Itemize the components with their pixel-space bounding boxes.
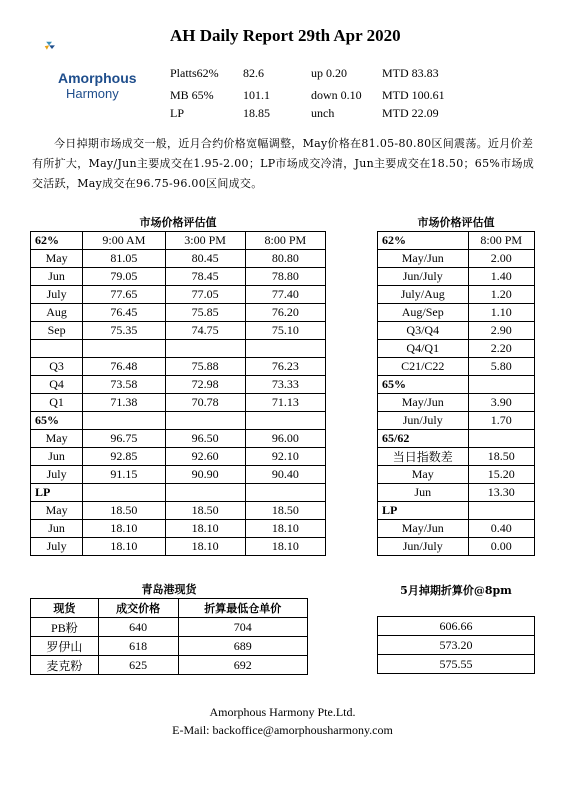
table-cell: May/Jun (378, 250, 469, 268)
table-cell (468, 376, 534, 394)
summary-name: Platts62% (170, 66, 219, 80)
table-cell: 73.33 (245, 376, 325, 394)
table-row (31, 304, 326, 322)
table-cell: C21/C22 (378, 358, 469, 376)
table-cell: 2.00 (468, 250, 534, 268)
table-row (378, 286, 535, 304)
table-cell: 80.45 (165, 250, 245, 268)
table-cell: Q3/Q4 (378, 322, 469, 340)
footer-email: E-Mail: backoffice@amorphousharmony.com (172, 723, 393, 737)
table-cell: 麦克粉 (31, 656, 99, 675)
table-cell: 77.40 (245, 286, 325, 304)
summary-value: 18.85 (243, 106, 270, 120)
footer-company: Amorphous Harmony Pte.Ltd. (209, 705, 356, 719)
header-cell: 成交价格 (98, 599, 178, 618)
company-logo-icon (44, 38, 84, 68)
swap-value-cell: 575.55 (378, 655, 535, 674)
table-cell: 75.88 (165, 358, 245, 376)
swap-value-cell: 606.66 (378, 617, 535, 636)
header-cell: 9:00 AM (83, 232, 165, 250)
table-row (378, 484, 535, 502)
table-cell: 81.05 (83, 250, 165, 268)
table-cell: Jun (31, 520, 83, 538)
table-row (378, 340, 535, 358)
table-cell: LP (31, 484, 83, 502)
table-cell: 0.40 (468, 520, 534, 538)
table-cell: Q4/Q1 (378, 340, 469, 358)
table-cell: 692 (178, 656, 307, 675)
table-cell: Aug/Sep (378, 304, 469, 322)
table-cell: Q1 (31, 394, 83, 412)
summary-mtd: MTD 83.83 (382, 66, 439, 80)
table-cell: May (31, 502, 83, 520)
spread-assessment-table (377, 231, 535, 556)
table-row (378, 376, 535, 394)
table-row (378, 502, 535, 520)
table-cell: 18.10 (245, 520, 325, 538)
table-row (378, 430, 535, 448)
table-cell: 77.65 (83, 286, 165, 304)
table-cell (245, 340, 325, 358)
table-cell: 18.10 (83, 538, 165, 556)
table-cell: 罗伊山 (31, 637, 99, 656)
table-cell: 75.35 (83, 322, 165, 340)
table-cell (165, 412, 245, 430)
table-cell: 78.80 (245, 268, 325, 286)
table-cell: Jun (378, 484, 469, 502)
table-row (31, 394, 326, 412)
table-cell: Jun/July (378, 268, 469, 286)
table-cell: 1.40 (468, 268, 534, 286)
table-row (378, 520, 535, 538)
summary-mtd: MTD 22.09 (382, 106, 439, 120)
table-cell: May (31, 430, 83, 448)
table-row (378, 655, 535, 674)
table-cell: 0.00 (468, 538, 534, 556)
table-cell: 2.90 (468, 322, 534, 340)
table-cell: May (378, 466, 469, 484)
table-cell (468, 430, 534, 448)
table-row (31, 268, 326, 286)
summary-name: MB 65% (170, 88, 214, 102)
price-assessment-table (30, 231, 326, 556)
table-cell: 96.00 (245, 430, 325, 448)
table-row (378, 466, 535, 484)
table-cell: 71.13 (245, 394, 325, 412)
table-cell: 71.38 (83, 394, 165, 412)
table-row (378, 394, 535, 412)
right-section-title: 市场价格评估值 (417, 216, 495, 229)
table-cell: Aug (31, 304, 83, 322)
table-cell: Jun (31, 268, 83, 286)
swap-title: 5月掉期折算价@8pm (400, 584, 512, 597)
table-row (31, 656, 308, 675)
table-cell: 18.10 (83, 520, 165, 538)
table-row (31, 466, 326, 484)
table-cell: Sep (31, 322, 83, 340)
table-row (31, 430, 326, 448)
table-cell: 640 (98, 618, 178, 637)
market-commentary: 今日掉期市场成交一般，近月合约价格宽幅调整，May价格在81.05-80.80区间震荡。近月价差有所扩大，May/Jun主要成交在1.95-2.00；LP市场成交冷清，Jun主要成交在18.50；65%市场成交活跃，May成交在96.75-96.00区间成交。 (32, 137, 535, 190)
table-cell: 3.90 (468, 394, 534, 412)
table-cell (83, 340, 165, 358)
header-cell: 62% (31, 232, 83, 250)
table-cell: 74.75 (165, 322, 245, 340)
table-row (31, 448, 326, 466)
table-row (31, 520, 326, 538)
table-cell: 18.50 (245, 502, 325, 520)
table-cell: Jun (31, 448, 83, 466)
summary-change: down 0.10 (311, 88, 362, 102)
table-cell: 2.20 (468, 340, 534, 358)
table-row (31, 286, 326, 304)
table-cell: 18.10 (245, 538, 325, 556)
table-row (31, 376, 326, 394)
table-cell: 18.10 (165, 520, 245, 538)
table-cell: 70.78 (165, 394, 245, 412)
table-cell: 92.10 (245, 448, 325, 466)
table-cell: 18.50 (165, 502, 245, 520)
table-cell: 18.50 (468, 448, 534, 466)
table-header-row (31, 599, 308, 618)
table-cell: Q3 (31, 358, 83, 376)
table-cell: 76.20 (245, 304, 325, 322)
table-row (378, 617, 535, 636)
table-cell: 5.80 (468, 358, 534, 376)
table-cell: 618 (98, 637, 178, 656)
table-cell: 当日指数差 (378, 448, 469, 466)
logo-text-amorphous: Amorphous (58, 70, 137, 86)
table-cell: 13.30 (468, 484, 534, 502)
left-section-title: 市场价格评估值 (139, 216, 217, 229)
table-cell: 96.75 (83, 430, 165, 448)
table-cell: 91.15 (83, 466, 165, 484)
table-cell: 78.45 (165, 268, 245, 286)
port-title: 青岛港现货 (141, 583, 197, 596)
table-cell: 1.10 (468, 304, 534, 322)
table-row (31, 502, 326, 520)
table-cell: 18.10 (165, 538, 245, 556)
table-cell: 75.85 (165, 304, 245, 322)
table-cell (83, 412, 165, 430)
table-cell: 73.58 (83, 376, 165, 394)
table-row (378, 636, 535, 655)
header-cell: 3:00 PM (165, 232, 245, 250)
table-cell: 1.20 (468, 286, 534, 304)
table-cell: July (31, 538, 83, 556)
table-cell: 76.48 (83, 358, 165, 376)
table-row (378, 412, 535, 430)
summary-mtd: MTD 100.61 (382, 88, 445, 102)
swap-value-cell: 573.20 (378, 636, 535, 655)
table-cell: 625 (98, 656, 178, 675)
table-row (378, 358, 535, 376)
table-cell: May (31, 250, 83, 268)
table-cell: 72.98 (165, 376, 245, 394)
table-cell: 704 (178, 618, 307, 637)
table-row (31, 618, 308, 637)
table-cell: July (31, 466, 83, 484)
report-title: AH Daily Report 29th Apr 2020 (170, 26, 401, 45)
table-cell: LP (378, 502, 469, 520)
table-cell: 76.45 (83, 304, 165, 322)
table-cell (245, 484, 325, 502)
table-cell: 689 (178, 637, 307, 656)
table-row (31, 412, 326, 430)
header-cell: 8:00 PM (245, 232, 325, 250)
header-cell: 现货 (31, 599, 99, 618)
summary-value: 101.1 (243, 88, 270, 102)
table-cell: Jun/July (378, 538, 469, 556)
port-spot-table (30, 598, 308, 675)
table-cell: 80.80 (245, 250, 325, 268)
table-cell: 92.85 (83, 448, 165, 466)
table-cell (165, 340, 245, 358)
table-row (378, 268, 535, 286)
table-cell: 65% (31, 412, 83, 430)
table-cell (165, 484, 245, 502)
table-cell: July (31, 286, 83, 304)
table-cell: May/Jun (378, 520, 469, 538)
table-row (31, 538, 326, 556)
table-cell: 76.23 (245, 358, 325, 376)
table-row (378, 304, 535, 322)
header-cell: 8:00 PM (468, 232, 534, 250)
table-cell: 92.60 (165, 448, 245, 466)
table-row (31, 322, 326, 340)
table-row (31, 250, 326, 268)
swap-price-table (377, 616, 535, 674)
header-cell: 62% (378, 232, 469, 250)
table-cell: 77.05 (165, 286, 245, 304)
table-cell: 79.05 (83, 268, 165, 286)
table-row (31, 340, 326, 358)
table-cell: 65/62 (378, 430, 469, 448)
table-row (31, 358, 326, 376)
table-cell: 15.20 (468, 466, 534, 484)
table-cell: 65% (378, 376, 469, 394)
table-cell: 96.50 (165, 430, 245, 448)
table-cell (245, 412, 325, 430)
table-row (31, 637, 308, 656)
table-cell: 18.50 (83, 502, 165, 520)
table-header-row (31, 232, 326, 250)
table-row (378, 538, 535, 556)
table-cell: May/Jun (378, 394, 469, 412)
header-cell: 折算最低仓单价 (178, 599, 307, 618)
table-row (378, 448, 535, 466)
summary-change: up 0.20 (311, 66, 347, 80)
logo-text-harmony: Harmony (66, 86, 119, 101)
table-cell: Jun/July (378, 412, 469, 430)
table-cell (31, 340, 83, 358)
table-row (378, 322, 535, 340)
table-row (31, 484, 326, 502)
table-cell: July/Aug (378, 286, 469, 304)
table-cell (468, 502, 534, 520)
table-cell: PB粉 (31, 618, 99, 637)
table-header-row (378, 232, 535, 250)
summary-name: LP (170, 106, 185, 120)
table-cell: 90.40 (245, 466, 325, 484)
table-cell: 90.90 (165, 466, 245, 484)
table-cell: 75.10 (245, 322, 325, 340)
table-cell: 1.70 (468, 412, 534, 430)
summary-value: 82.6 (243, 66, 264, 80)
table-row (378, 250, 535, 268)
table-cell: Q4 (31, 376, 83, 394)
summary-change: unch (311, 106, 335, 120)
table-cell (83, 484, 165, 502)
